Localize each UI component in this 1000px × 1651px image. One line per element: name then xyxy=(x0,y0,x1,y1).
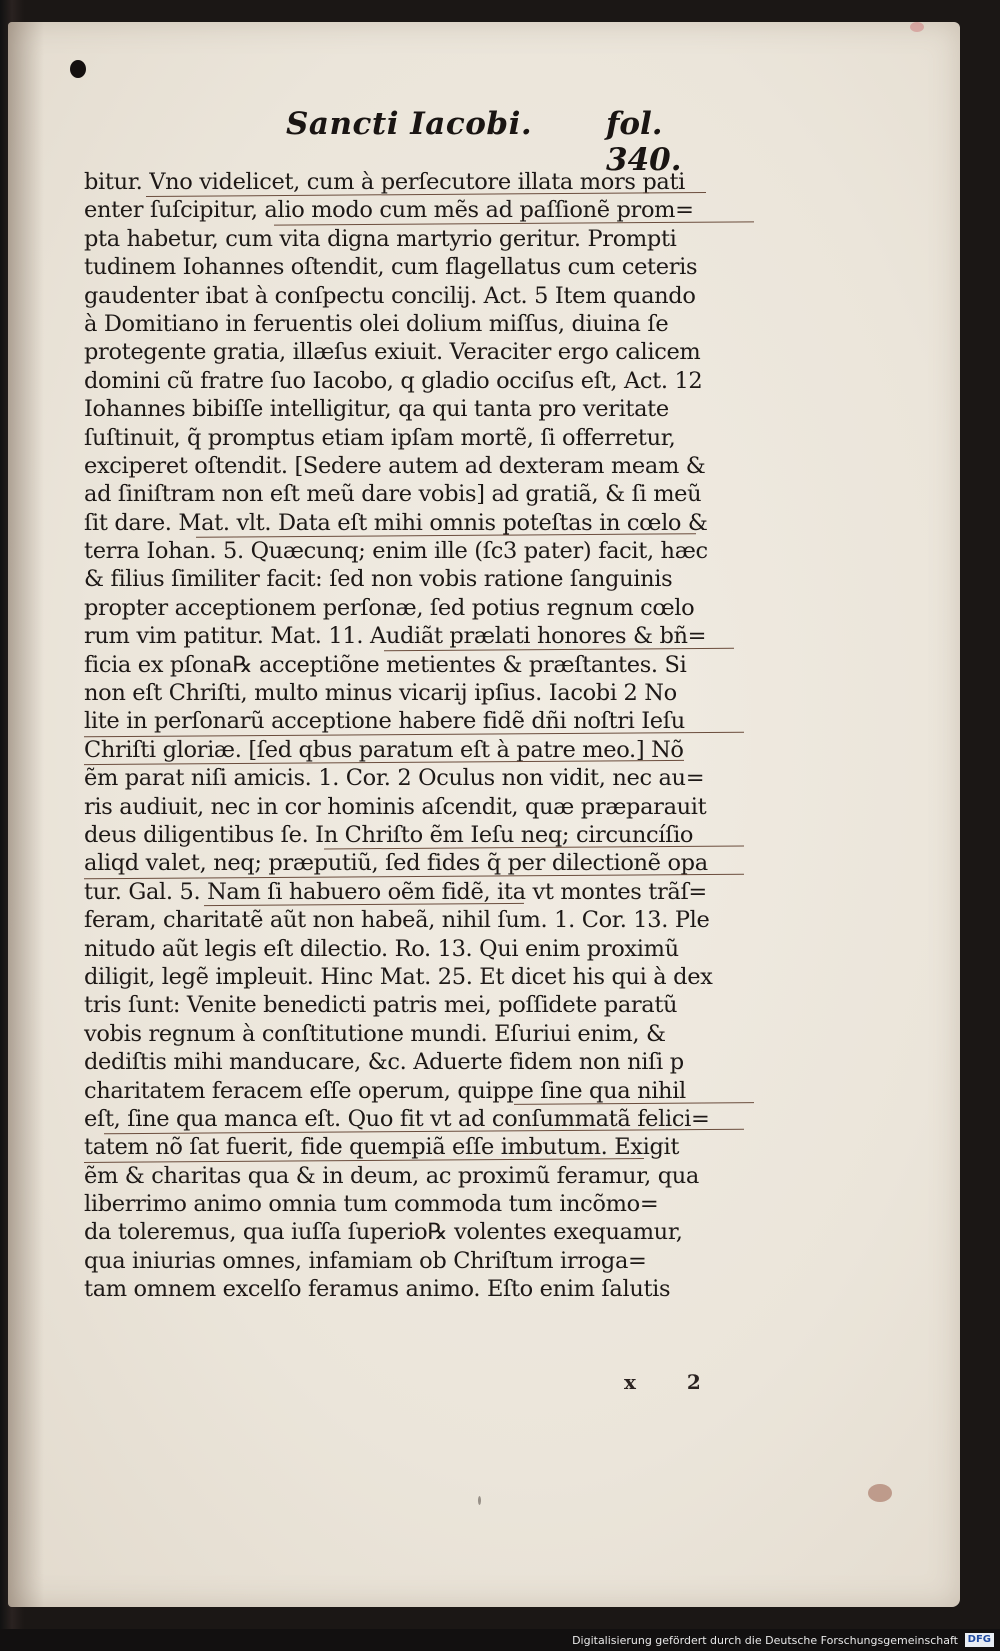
text-line: tudinem Iohannes oſtendit, cum flagellatus cum ceteris xyxy=(84,254,698,281)
body-text xyxy=(84,168,784,1304)
text-line: terra Iohan. 5. Quæcunq; enim ille (ſc3 pater) facit, hæc xyxy=(84,538,708,565)
corner-stain xyxy=(910,22,924,32)
text-line: aliqd valet, neq; præputiũ, ſed fides q̃ per dilectionẽ opa xyxy=(84,849,784,877)
text-line: ficia ex pſona℞ acceptiõne metientes & præſtantes. Si xyxy=(84,651,687,678)
text-line: & filius ſimiliter facit: ſed non vobis ratione ſanguinis xyxy=(84,566,673,593)
text-line: ſit dare. Mat. vlt. Data eſt mihi omnis poteſtas in cœlo & xyxy=(84,509,784,537)
text-line: protegente gratia, illæſus exiuit. Veraciter ergo calicem xyxy=(84,339,701,366)
text-line: pta habetur, cum vita digna martyrio geritur. Prompti xyxy=(84,225,677,252)
text-line: charitatem feracem eſſe operum, quippe ſine qua nihil xyxy=(84,1077,784,1105)
signature-mark: x 2 xyxy=(624,1370,723,1394)
text-line: ad ſiniſtram non eſt meũ dare vobis] ad gratiã, & ſi meũ xyxy=(84,481,702,508)
text-line: enter ſuſcipitur, alio modo cum mẽs ad paſſionẽ prom= xyxy=(84,196,784,224)
text-line: tris ſunt: Venite benedicti patris mei, poſſidete paratũ xyxy=(84,992,678,1019)
folio-number: fol. 340. xyxy=(606,106,682,178)
text-line: domini cũ fratre ſuo Iacobo, q gladio occiſus eſt, Act. 12 xyxy=(84,367,703,394)
binding-shadow xyxy=(8,22,44,1607)
text-line: da toleremus, qua iuſſa ſuperio℞ volentes exequamur, xyxy=(84,1219,683,1246)
text-line: à Domitiano in feruentis olei dolium miſſus, diuina ſe xyxy=(84,310,669,337)
footer-bar xyxy=(0,1629,1000,1651)
dfg-logo: DFG xyxy=(965,1633,994,1647)
text-line: Chriſti gloriæ. [ſed qbus paratum eſt à patre meo.] Nõ xyxy=(84,736,784,764)
text-line: deus diligentibus ſe. In Chriſto ẽm Ieſu neq; circuncíſio xyxy=(84,821,784,849)
text-line: dediſtis mihi manducare, &c. Aduerte fidem non niſi p xyxy=(84,1049,684,1076)
text-line: ẽm & charitas qua & in deum, ac proximũ feramur, qua xyxy=(84,1162,699,1189)
text-line: feram, charitatẽ aũt non habeã, nihil ſum. 1. Cor. 13. Ple xyxy=(84,907,710,934)
text-line: qua iniurias omnes, infamiam ob Chriſtum irroga= xyxy=(84,1247,647,1274)
text-line: vobis regnum à conſtitutione mundi. Eſuriui enim, & xyxy=(84,1020,666,1047)
footer-credit: Digitalisierung gefördert durch die Deutsche Forschungsgemeinschaft xyxy=(572,1634,958,1647)
punch-hole xyxy=(70,60,86,78)
text-line: ſuſtinuit, q̃ promptus etiam ipſam mortẽ, ſi offerretur, xyxy=(84,424,676,451)
margin-stain xyxy=(868,1484,892,1502)
text-line: ẽm parat niſi amicis. 1. Cor. 2 Oculus non vidit, nec au= xyxy=(84,765,705,792)
text-line: bitur. Vno videlicet, cum à perſecutore illata mors pati xyxy=(84,168,784,196)
text-line: nitudo aũt legis eſt dilectio. Ro. 13. Qui enim proximũ xyxy=(84,935,679,962)
text-line: non eſt Chriſti, multo minus vicarij ipſius. Iacobi 2 No xyxy=(84,680,677,707)
text-line: propter acceptionem perſonæ, ſed potius regnum cœlo xyxy=(84,594,695,621)
running-head xyxy=(286,106,746,178)
text-line: tur. Gal. 5. Nam ſi habuero oẽm fidẽ, ita vt montes trãſ= xyxy=(84,878,784,906)
text-line: tatem nõ ſat fuerit, fide quempiã eſſe imbutum. Exigit xyxy=(84,1133,784,1161)
text-line: gaudenter ibat à conſpectu concilij. Act. 5 Item quando xyxy=(84,282,696,309)
running-head-title: Sancti Iacobi. xyxy=(286,106,533,142)
text-line: diligit, legẽ impleuit. Hinc Mat. 25. Et dicet his qui à dex xyxy=(84,963,713,990)
text-line: Iohannes bibiſſe intelligitur, qa qui tanta pro veritate xyxy=(84,396,669,423)
text-line: lite in perſonarũ acceptione habere fidẽ dñi noſtri Ieſu xyxy=(84,707,784,735)
text-line: eſt, ſine qua manca eſt. Quo fit vt ad conſummatã felici= xyxy=(84,1105,784,1133)
text-line: rum vim patitur. Mat. 11. Audiãt prælati honores & bñ= xyxy=(84,622,784,650)
text-line: ris audiuit, nec in cor hominis aſcendit, quæ præparauit xyxy=(84,793,707,820)
speck-mark xyxy=(478,1496,481,1505)
text-line: liberrimo animo omnia tum commoda tum incõmo= xyxy=(84,1191,659,1218)
text-line: tam omnem excelſo feramus animo. Eſto enim ſalutis xyxy=(84,1276,671,1303)
text-line: exciperet oſtendit. [Sedere autem ad dexteram meam & xyxy=(84,452,706,479)
